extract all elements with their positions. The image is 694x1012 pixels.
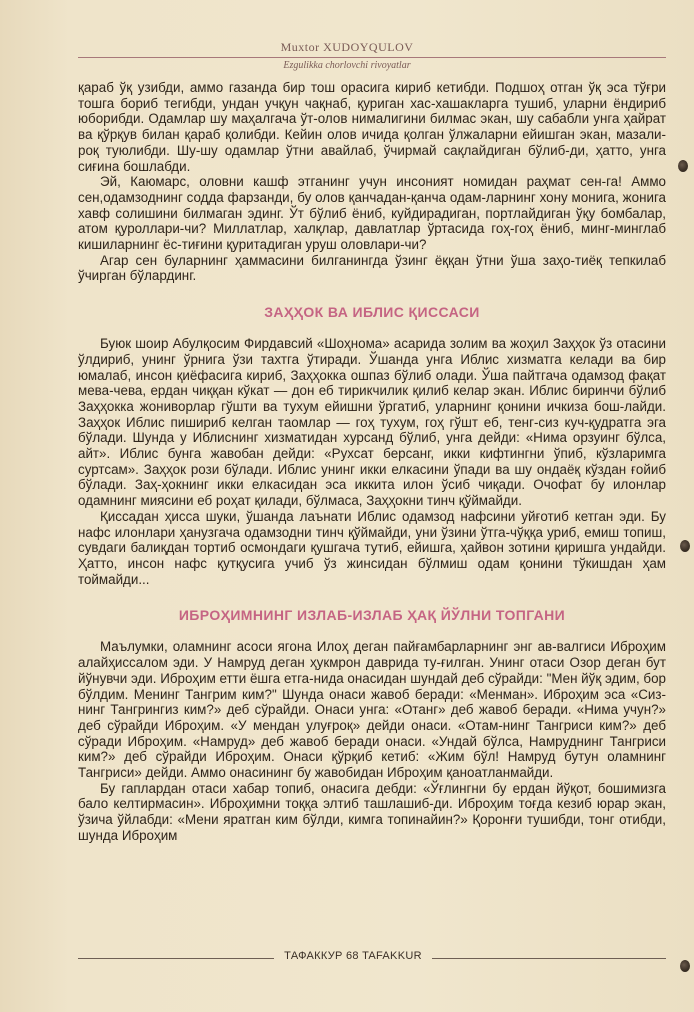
section-heading: ИБРОҲИМНИНГ ИЗЛАБ-ИЗЛАБ ҲАҚ ЙЎЛНИ ТОПГАНИ xyxy=(178,607,566,624)
paragraph: Эй, Каюмарс, оловни кашф этганинг учун инсоният номидан раҳмат сен-га! Аммо сен,одамзоднинг содда фарзанди, бу олов қанчадан-қанча одам-ларнинг хону монига, жонига хавф солишини билмаган эдинг. Ўт бўлиб ёниб, куйдирадиган, портлайдиган ўқу бомбалар, атом қуроллари-чи? Миллатлар, халқлар, давлатлар ўртасида гоҳ-гоҳ ёниб, минг-минглаб кишиларнинг ёс-тиғини қуритадиган уруш оловлари-чи? xyxy=(78,174,666,253)
binding-hole-icon xyxy=(680,540,690,552)
footer-rule-left xyxy=(78,958,274,959)
paragraph: Қиссадан ҳисса шуки, ўшанда лаънати Иблис одамзод нафсини уйғотиб кетган эди. Бу нафс илонлари ҳанузгача одамзодни тинч қўймайди, уни ўзини ўтга-чўққа уриб, емиш топиш, сувдаги балиқдан тортиб осмондаги қушгача тутиб, ейишга, ҳайвон зотини қиришга ундайди. Ҳатто, инсон нафс қутқусига учиб ўз жинсидан бўлмиш одам қонини тўкишдан ҳам тоймайди... xyxy=(78,508,666,587)
paragraph: Агар сен буларнинг ҳаммасини билганингда ўзинг ёққан ўтни ўша заҳо-тиёқ тепкилаб ўчирган бўлардинг. xyxy=(78,252,666,284)
running-footer xyxy=(0,948,694,968)
binding-hole-icon xyxy=(678,160,688,172)
section-heading: ЗАҲҲОК ВА ИБЛИС ҚИССАСИ xyxy=(264,304,480,321)
page-body xyxy=(78,80,666,844)
paragraph: Маълумки, оламнинг асоси ягона Илоҳ деган пайғамбарларнинг энг ав-валгиси Иброҳим алайҳиссалом эди. У Намруд деган ҳукмрон даврида ту-ғилган. Унинг отаси Озор деган бут йўнувчи эди. Иброҳим етти ёшга етга-нида онасидан шундай деб сўрайди: "Мен йўқ эдим, бор бўлдим. Менинг Тангрим ким?" Шунда онаси жавоб беради: «Менман». Иброҳим эса «Сиз-нинг Тангрингиз ким?» деб сўрайди. Онаси унга: «Отанг» деб жавоб беради. «Нима учун?» деб сўрайди Иброҳим. «У мендан улуғроқ» дейди онаси. «Отам-нинг Тангриси ким?» деб сўради Иброҳим. «Намруд» деб жавоб беради онаси. «Ундай бўлса, Намруднинг Тангриси ким?» деб сўрайди Иброҳим. Онаси қўрқиб кетиб: «Жим бўл! Намруд бутун оламнинг Тангриси» дейди. Аммо онасининг бу жавобидан Иброҳим қаноатланмайди. xyxy=(78,639,666,781)
paragraph: Буюк шоир Абулқосим Фирдавсий «Шоҳнома» асарида золим ва жоҳил Заҳҳок ўз отасини ўлдириб, унинг ўрнига ўзи тахтга ўтиради. Ўшанда унга Иблис хизматга келади ва бир юмалаб, инсон қиёфасига кириб, Заҳҳокка ошпаз бўлиб олади. Ўша пайтгача одамзод фақат мева-чева, ердан чиққан кўкат — дон еб тирикчилик қилиб келар экан. Иблис биринчи бўлиб Заҳҳокка жониворлар гўшти ва тухум ейишни ўргатиб, уларнинг қонини ичкиза бош-лайди. Заҳҳок Иблис пишириб келган таомлар — гоҳ тухум, гоҳ гўшт еб, тенг-сиз куч-қудратга эга бўлади. Шунда у Иблиснинг хизматидан хурсанд бўлиб, унга дейди: «Нима орзуинг бўлса, айт». Иблис бунга жавобан дейди: «Рухсат берсанг, икки кифтингни ўпиб, кўзларимга суртсам». Заҳҳок рози бўлади. Иблис унинг икки елкасини ўпади ва шу ондаёқ кўздан ғойиб бўлади. Заҳ-ҳокнинг икки елкасидан эса иккита илон ўсиб чиқади. Очофат бу илонлар одамнинг миясини еб роҳат қилади, бўлмаса, Заҳҳокни тинч қўймайди. xyxy=(78,336,666,509)
footer-rule-right xyxy=(432,958,666,959)
binding-hole-icon xyxy=(680,960,690,972)
paragraph: Бу гаплардан отаси хабар топиб, онасига дебди: «Ўғлингни бу ердан йўқот, бошимизга бало келтирмасин». Иброҳимни тоққа элтиб ташлашиб-ди. Иброҳим тоғда кезиб юрар экан, ўзича ўйлабди: «Мени яратган ким бўлди, кимга топинайин?» Қоронғи тушибди, тонг отибди, шунда Иброҳим xyxy=(78,780,666,843)
running-header xyxy=(0,38,694,78)
author-name: Muxtor XUDOYQULOV xyxy=(280,40,414,54)
header-rule xyxy=(78,57,666,58)
footer-page-number: ТАФАККУР 68 TAFAKKUR xyxy=(284,950,422,962)
paragraph: қараб ўқ узибди, аммо газанда бир тош орасига кириб кетибди. Подшоҳ отган ўқ эса тўғри тошга бориб тегибди, ундан учқун чақнаб, қуриган хас-хашакларга тушиб, уларни ёндириб юборибди. Одамлар шу маҳалгача ўт-олов нималигини билмас экан, шу сабабли унга ҳайрат ва қўрқув билан қараб қолибди. Кейин олов ичида қолган ўлжаларни ейишган экан, мазали-роқ туюлибди. Шу-шу одамлар ўтни авайлаб, ўчирмай сақлайдиган бўлиб-ди, ҳатто, унга сиғина бошлабди. xyxy=(78,80,666,174)
book-subtitle: Ezgulikka chorlovchi rivoyatlar xyxy=(283,60,411,71)
